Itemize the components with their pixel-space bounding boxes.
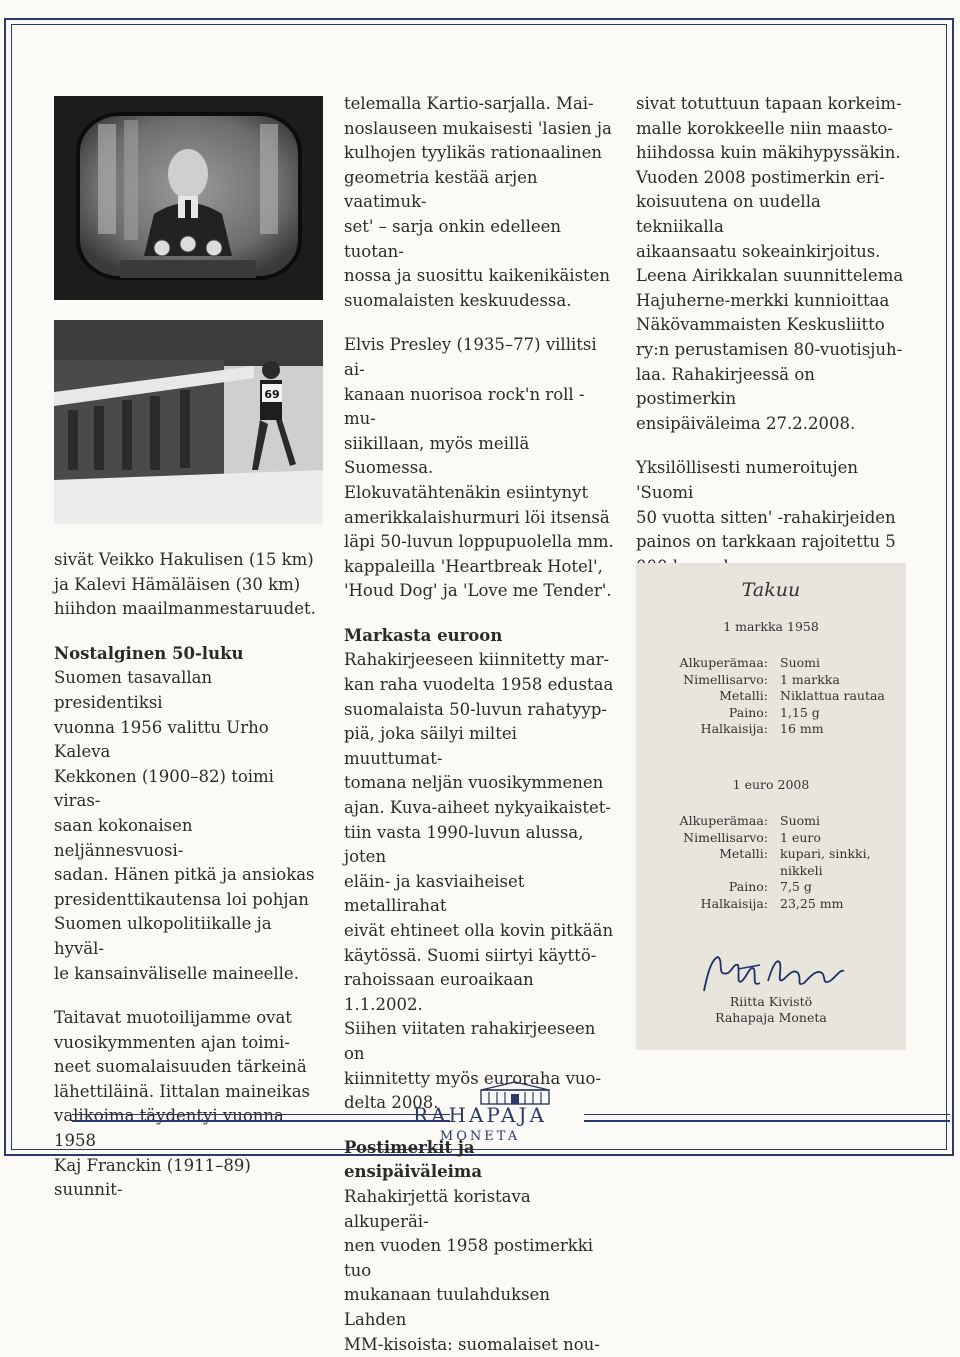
heading-markasta-euroon: Markasta euroon bbox=[344, 625, 503, 645]
spec-row bbox=[644, 813, 904, 830]
spec-value: 23,25 mm bbox=[780, 895, 844, 911]
spec-row bbox=[644, 655, 904, 672]
signer-org: Rahapaja Moneta bbox=[715, 1010, 827, 1025]
spec-label: Paino: bbox=[728, 704, 768, 720]
column-2 bbox=[344, 92, 616, 1357]
column-3 bbox=[636, 92, 908, 579]
spec-row bbox=[644, 846, 904, 879]
spec-value: Suomi bbox=[780, 655, 820, 670]
tv-screen-illustration bbox=[54, 96, 323, 300]
spec-label: Nimellisarvo: bbox=[683, 671, 768, 687]
spec-value: 1 markka bbox=[780, 671, 840, 687]
coin2-heading: 1 euro 2008 bbox=[732, 777, 810, 792]
col1-para-design: Taitavat muotoilijamme ovat vuosikymmenten ajan toimi- neet suomalaisuuden tärkeinä lähettiläinä. Iittalan maineikas valikoima täydentyi vuonna 1958 Kaj Franckin (1911–89) suunnit- bbox=[54, 1008, 310, 1200]
col1-para-kekkonen: Suomen tasavallan presidentiksi vuonna 1956 valittu Urho Kaleva Kekkonen (1900–82) toimi viras- saan kokonaisen neljännesvuosi- sadan. Hänen pitkä ja ansiokas presidenttikautensa loi pohjan Suomen ulkopolitiikalle ja hyväl- le kansainväliselle maineelle. bbox=[54, 668, 315, 983]
handwritten-signature bbox=[698, 951, 848, 999]
ski-bib-number: 69 bbox=[264, 388, 280, 401]
spec-row bbox=[644, 721, 904, 738]
spec-value: Niklattua rautaa bbox=[780, 688, 885, 703]
spec-value: 7,5 g bbox=[780, 879, 812, 894]
spec-row bbox=[644, 830, 904, 847]
ski-race-illustration bbox=[54, 320, 323, 524]
spec-row bbox=[644, 896, 904, 913]
guarantee-title: Takuu bbox=[741, 579, 801, 601]
spec-value: 1 euro bbox=[780, 829, 821, 845]
col3-para-edition: Yksilöllisesti numeroitujen 'Suomi 50 vuotta sitten' -rahakirjeiden painos on tarkkaan rajoitettu 5 bbox=[636, 458, 896, 552]
spec-value: kupari, sinkki, nikkeli bbox=[780, 846, 871, 878]
col1-intro: sivät Veikko Hakulisen (15 km) ja Kalevi Hämäläisen (30 km) hiihdon maailmanmestaruudet. bbox=[54, 550, 316, 619]
signer-name: Riitta Kivistö bbox=[729, 994, 813, 1009]
spec-value: Suomi bbox=[780, 813, 820, 828]
spec-label: Metalli: bbox=[719, 846, 768, 861]
spec-row bbox=[644, 688, 904, 705]
coin1-heading: 1 markka 1958 bbox=[723, 619, 819, 634]
col3-para-stamps: sivat totuttuun tapaan korkeim- malle korokkeelle niin maasto- hiihdossa kuin mäkihypyssäkin. Vuoden 2008 postimerkin eri- koisuutena on uudella tekniikalla aikaansaatu sokeainkirjoitus. Leena Airikkalan suunnittelema Hajuherne-merkki kunnioittaa Näkövammaisten Keskusliitto ry:n perustamisen 80-vuotisjuh- laa. Rahakirjeessä on postimerkin ensipäiväleima 27.2.2008. bbox=[636, 94, 904, 433]
spec-row bbox=[644, 879, 904, 896]
col2-para-kartio: telemalla Kartio-sarjalla. Mai- noslauseen mukaisesti 'lasien ja kulhojen tyylikäs rationaalinen geometria kestää arjen vaatimuk- set' – sarja onkin edelleen tuotan- nossa ja suosittu kaikenikäisten suomalaisten keskuudessa. bbox=[344, 94, 612, 310]
spec-row bbox=[644, 672, 904, 689]
spec-value: 16 mm bbox=[780, 721, 824, 736]
col2-para-coins: Rahakirjeeseen kiinnitetty mar- kan raha vuodelta 1958 edustaa suomalaista 50-luvun rahatyyp- piä, joka säilyi miltei muuttumat- tomana neljän vuosikymmenen ajan. Kuva-aiheet nykyaikaistet- tiin vasta 1990-luvun alussa, joten eläin- ja kasviaiheiset metallirahat eivät ehtineet olla kovin pitkään käytössä. Suomi siirtyi käyttö- rahoissaan euroaikaan 1.1.2002. Siihen viitaten rahakirjeeseen on kiinnitetty myös euroraha vuo- delta 2008. bbox=[344, 650, 614, 1113]
spec-label: Alkuperämaa: bbox=[679, 813, 768, 828]
coin2-spec-table bbox=[644, 813, 904, 912]
spec-label: Nimellisarvo: bbox=[683, 829, 768, 845]
brand-name: RAHAPAJA bbox=[413, 1103, 547, 1127]
spec-label: Halkaisija: bbox=[700, 895, 768, 911]
spec-value: 1,15 g bbox=[780, 704, 820, 720]
spec-label: Metalli: bbox=[719, 688, 768, 703]
col2-para-stamps: Rahakirjettä koristava alkuperäi- nen vuoden 1958 postimerkki tuo mukanaan tuulahduksen Lahden MM-kisoista: suomalaiset nou- bbox=[344, 1186, 600, 1354]
col2-para-elvis: Elvis Presley (1935–77) villitsi ai- kanaan nuorisoa rock'n roll -mu- siikillaan, myös meillä Suomessa. Elokuvatähtenäkin esiintynyt amerikkalaishurmuri löi itsensä läpi 50-luvun loppupuolella mm. kappaleilla 'Heartbreak Hotel', 'Houd Dog' ja 'Love me Tender'. bbox=[344, 335, 614, 601]
brand-footer bbox=[0, 1080, 960, 1150]
photo-kekkonen-tv bbox=[54, 96, 323, 300]
heading-nostalgia: Nostalginen 50-luku bbox=[54, 643, 244, 663]
spec-label: Paino: bbox=[728, 879, 768, 894]
spec-label: Halkaisija: bbox=[700, 721, 768, 736]
spec-row bbox=[644, 705, 904, 722]
brand-subtitle: MONETA bbox=[439, 1129, 521, 1144]
spec-label: Alkuperämaa: bbox=[679, 655, 768, 670]
photo-ski-race bbox=[54, 320, 323, 524]
heading-postimerkit: Postimerkit ja ensipäiväleima bbox=[344, 1137, 483, 1182]
guarantee-box bbox=[636, 563, 906, 1050]
coin1-spec-table bbox=[644, 655, 904, 738]
